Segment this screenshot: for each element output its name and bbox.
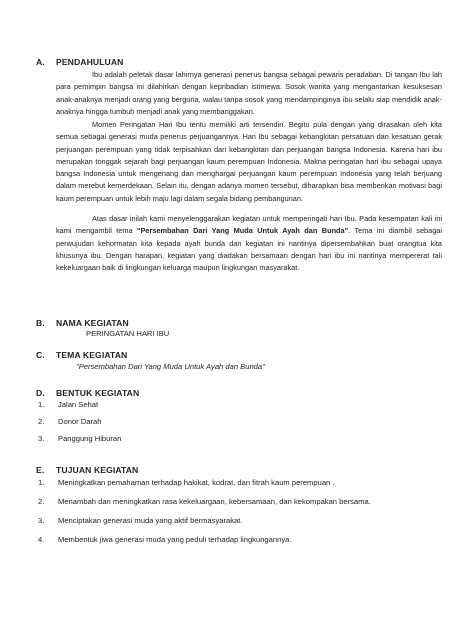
section-c-value: "Persembahan Dari Yang Muda Untuk Ayah dan Bunda" [76, 362, 265, 371]
list-item [38, 434, 121, 443]
paragraph-3-theme-bold: "Persembahan Dari Yang Muda Untuk Ayah dan Bunda" [137, 226, 349, 236]
list-item-text: Membentuk jiwa generasi muda yang peduli terhadap lingkungannya. [58, 535, 292, 544]
section-a-paragraph-1 [56, 69, 442, 118]
list-item-text: Menciptakan generasi muda yang aktif bermasyarakat. [58, 516, 243, 525]
list-item-text: Jalan Sehat [58, 400, 99, 409]
paragraph-3-text-end: . Tema ini diambil sebagai perwujudan kehormatan kita kepada ayah bunda dan kegiatan ini nantinya dipersembahkan buat orangtua kita khusunya ibu. Dengan harapan, kegiatan yang diadakan bersamaan dengan hari ibu ini nantinya mempererat tali kekeluargaan baik di lingkungan keluarga maupun lingkungan masyarakat. [56, 226, 442, 273]
section-d-heading [36, 388, 139, 398]
section-a-paragraph-3 [56, 213, 442, 274]
section-d-title: BENTUK KEGIATAN [56, 388, 140, 398]
list-item [38, 400, 98, 409]
section-c-heading [36, 350, 127, 360]
list-item-number: 2. [38, 497, 45, 506]
section-b-heading [36, 318, 129, 328]
section-b-letter: B. [36, 318, 45, 328]
list-item [38, 478, 335, 487]
section-c-letter: C. [36, 350, 45, 360]
list-item-text: Menambah dan meningkatkan rasa kekeluargaan, kebersamaan, dan kekompakan bersama. [58, 497, 371, 506]
paragraph-2-text: Momen Peringatan Hari Ibu tentu memiliki arti tersendiri. Begitu pula dengan yang dirasakan oleh kita semua sebagai generasi muda penerus perjuangannya. Hari Ibu sebagai kebangkitan persatuan dan kesatuan gerak perjuangan perempuan yang tidak terpisahkan dari kebangkitan dan perjuangan bangsa Indonesia. Karena hari ibu merupakan tonggak sejarah bagi perjuangan kaum perempuan Indonesia. Makna peringatan hari ibu sebagai upaya bangsa Indonesia untuk mengenang dan menghargai perjuangan kaum perempuan Indonesia yang telah berjuang dalam merebut kemerdekaan. Selain itu, dengan adanya momen tersebut, diharapkan bisa memberikan motivasi bagi kaum perempuan untuk lebih maju lagi dalam segala bidang pembangunan. [56, 120, 442, 203]
paragraph-3-text-start: Atas dasar inilah kami menyelenggarakan kegiatan untuk memperingati hari Ibu. Pada kesempatan kali ini kami mengambil tema [56, 214, 442, 236]
section-b-value: PERINGATAN HARI IBU [86, 329, 170, 338]
list-item-number: 3. [38, 516, 45, 525]
list-item-text: Donor Darah [58, 417, 102, 426]
section-e-heading [36, 465, 138, 475]
list-item [38, 535, 291, 544]
list-item-number: 3. [38, 434, 45, 443]
section-e-title: TUJUAN KEGIATAN [56, 465, 139, 475]
list-item-text: Meningkatkan pemahaman terhadap hakikat, kodrat, dan fitrah kaum perempuan . [58, 478, 335, 487]
section-a-paragraph-2 [56, 119, 442, 205]
list-item [38, 417, 101, 426]
section-e-letter: E. [36, 465, 45, 475]
paragraph-1-text: Ibu adalah peletak dasar lahirnya generasi penerus bangsa sebagai pewaris peradaban. Di tangan Ibu lah para pemimpin bangsa ini dilahirkan dengan kepribadian istimewa. Sosok wanita yang mengantarkan kesuksesan anak-anaknya menjadi orang yang berguna, walau tanpa sosok yang mendampinginya ibu selalu siap mendidik anak-anaknya hingga tumbuh menjadi anak yang membanggakan. [56, 70, 442, 116]
list-item-number: 2. [38, 417, 45, 426]
section-b-title: NAMA KEGIATAN [56, 318, 129, 328]
section-a-letter: A. [36, 57, 45, 67]
list-item-number: 1. [38, 478, 45, 487]
section-c-title: TEMA KEGIATAN [56, 350, 128, 360]
section-a-heading [36, 57, 123, 67]
list-item [38, 516, 242, 525]
section-d-letter: D. [36, 388, 45, 398]
list-item-number: 1. [38, 400, 45, 409]
list-item-text: Panggung Hiburan [58, 434, 122, 443]
section-a-title: PENDAHULUAN [56, 57, 124, 67]
list-item [38, 497, 371, 506]
list-item-number: 4. [38, 535, 45, 544]
